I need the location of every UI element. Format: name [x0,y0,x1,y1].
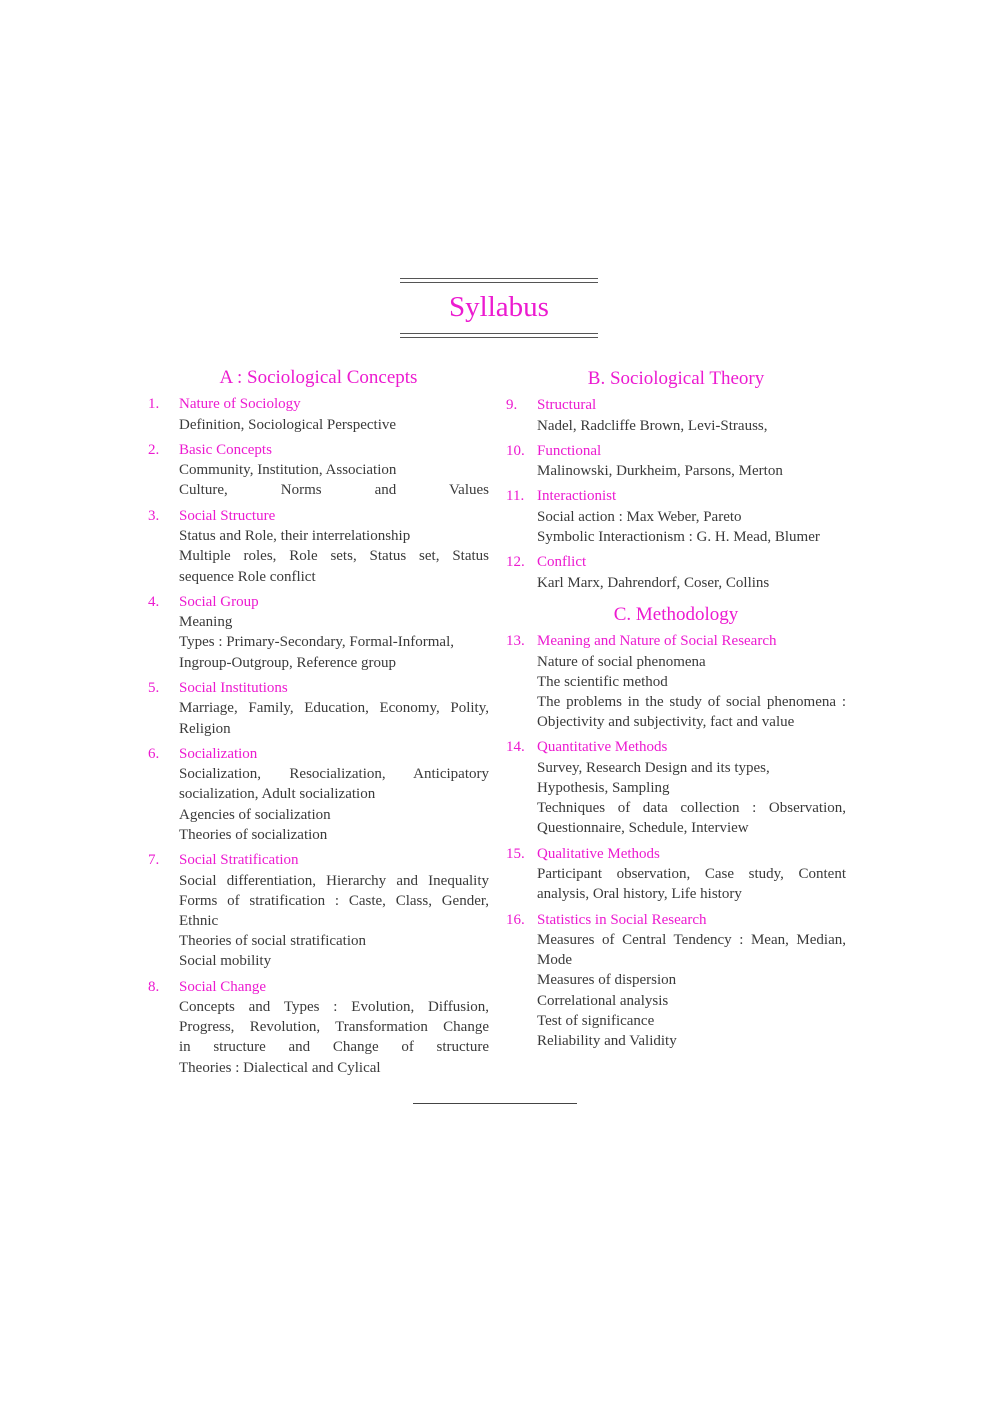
topic-list-c [506,631,846,1051]
section-heading-a: A : Sociological Concepts [219,367,418,388]
topic-title: Nature of Sociology [179,396,301,412]
topic-number: 11. [506,488,525,505]
topic-item [506,552,846,593]
topic-title: Functional [537,442,602,459]
topic-title: Quantitative Methods [537,739,668,756]
topic-detail-line: The problems in the study of social phenomena : [537,693,846,710]
title-rule-bottom [400,333,598,338]
topic-detail-line: Nature of social phenomena [537,653,706,670]
topic-item [148,506,489,587]
topic-title: Socialization [179,745,258,762]
column-left [148,366,489,1083]
topic-detail-line: analysis, Oral history, Life history [537,886,742,903]
topic-detail-line: Social differentiation, Hierarchy and Inequality [179,872,489,889]
topic-detail-line: Measures of Central Tendency : Mean, Median, [537,932,846,949]
topic-item [148,744,489,845]
topic-detail-line: socialization, Adult socialization [179,786,376,803]
topic-detail-line: Mode [537,952,572,969]
topic-number: 16. [506,911,525,928]
topic-list-b [506,395,846,593]
topic-detail-line: Definition, Sociological Perspective [179,416,397,433]
topic-detail-line: Socialization, Resocialization, Anticipatory [179,766,489,783]
topic-detail-line: Types : Primary-Secondary, Formal-Informal, [179,634,454,651]
topic-detail-line: Forms of stratification : Caste, Class, Gender, [179,892,489,909]
topic-detail-line: Theories of social stratification [179,933,367,950]
topic-list-a [148,394,489,1078]
topic-detail-line: Culture, Norms and Values [179,482,489,499]
topic-number: 4. [148,593,160,610]
end-rule [413,1103,577,1104]
topic-title: Social Group [179,593,259,610]
topic-detail-line: Theories : Dialectical and Cylical [179,1059,381,1076]
topic-title: Conflict [537,554,587,571]
topic-title: Qualitative Methods [537,845,660,862]
topic-number: 12. [506,554,525,571]
topic-detail-line: Test of significance [537,1012,655,1029]
topic-detail-line: Marriage, Family, Education, Economy, Polity, [179,700,489,717]
topic-title: Interactionist [537,488,617,505]
topic-detail-line: Reliability and Validity [537,1033,677,1050]
topic-item [148,678,489,739]
topic-number: 14. [506,739,525,756]
topic-item [148,850,489,972]
topic-detail-line: Hypothesis, Sampling [537,780,670,797]
topic-detail-line: Progress, Revolution, Transformation Change [179,1019,489,1036]
topic-detail-line: Ethnic [179,912,219,929]
topic-item [148,440,489,501]
section-heading-c: C. Methodology [613,604,739,626]
topic-detail-line: Measures of dispersion [537,972,677,989]
topic-title: Social Institutions [179,679,288,696]
topic-number: 10. [506,442,525,459]
topic-detail-line: Meaning [179,614,233,631]
topic-detail-line: Ingroup-Outgroup, Reference group [179,654,397,671]
topic-detail-line: Correlational analysis [537,992,669,1009]
topic-detail-line: Objectivity and subjectivity, fact and value [537,714,795,731]
topic-detail-line: Karl Marx, Dahrendorf, Coser, Collins [537,574,770,591]
topic-title: Basic Concepts [179,441,272,458]
topic-detail-line: Techniques of data collection : Observation, [537,800,846,817]
topic-detail-line: Malinowski, Durkheim, Parsons, Merton [537,463,783,480]
topic-item [506,737,846,838]
topic-detail-line: Community, Institution, Association [179,462,397,479]
topic-title: Social Stratification [179,852,299,869]
topic-number: 1. [148,396,160,412]
topic-detail-line: Multiple roles, Role sets, Status set, Status [179,548,489,565]
topic-number: 5. [148,679,160,696]
topic-item [506,441,846,482]
topic-detail-line: Concepts and Types : Evolution, Diffusion, [179,999,489,1016]
topic-detail-line: Questionnaire, Schedule, Interview [537,820,749,837]
topic-detail-line: Nadel, Radcliffe Brown, Levi-Strauss, [537,417,768,434]
topic-item [148,977,489,1078]
topic-detail-line: sequence Role conflict [179,568,316,585]
topic-title: Social Structure [179,507,276,524]
topic-item [148,394,489,435]
topic-number: 3. [148,507,160,524]
topic-detail-line: Social action : Max Weber, Pareto [537,508,742,525]
topic-item [506,631,846,732]
topic-detail-line: Participant observation, Case study, Content [537,866,846,883]
topic-detail-line: Symbolic Interactionism : G. H. Mead, Blumer [537,529,820,546]
topic-detail-line: Status and Role, their interrelationship [179,528,411,545]
topic-title: Meaning and Nature of Social Research [537,633,777,650]
topic-item [506,910,846,1052]
topic-item [148,592,489,673]
title-rule-top [400,278,598,283]
topic-number: 15. [506,845,525,862]
topic-title: Social Change [179,978,267,995]
title-block [400,278,598,338]
topic-number: 8. [148,978,160,995]
topic-detail-line: Survey, Research Design and its types, [537,759,770,776]
column-right [506,367,846,1056]
topic-item [506,844,846,905]
topic-number: 6. [148,745,160,762]
topic-detail-line: Religion [179,720,231,737]
topic-detail-line: Social mobility [179,953,272,970]
topic-detail-line: The scientific method [537,673,668,690]
topic-number: 13. [506,633,525,650]
topic-title: Statistics in Social Research [537,911,707,928]
topic-number: 7. [148,852,160,869]
topic-title: Structural [537,397,597,413]
topic-item [506,395,846,436]
topic-number: 2. [148,441,160,458]
topic-detail-line: Agencies of socialization [179,806,331,823]
page-title: Syllabus [449,291,549,323]
topic-detail-line: Theories of socialization [179,826,328,843]
topic-item [506,486,846,547]
topic-number: 9. [506,397,518,413]
section-heading-b: B. Sociological Theory [587,368,765,389]
topic-detail-line: in structure and Change of structure [179,1039,489,1056]
